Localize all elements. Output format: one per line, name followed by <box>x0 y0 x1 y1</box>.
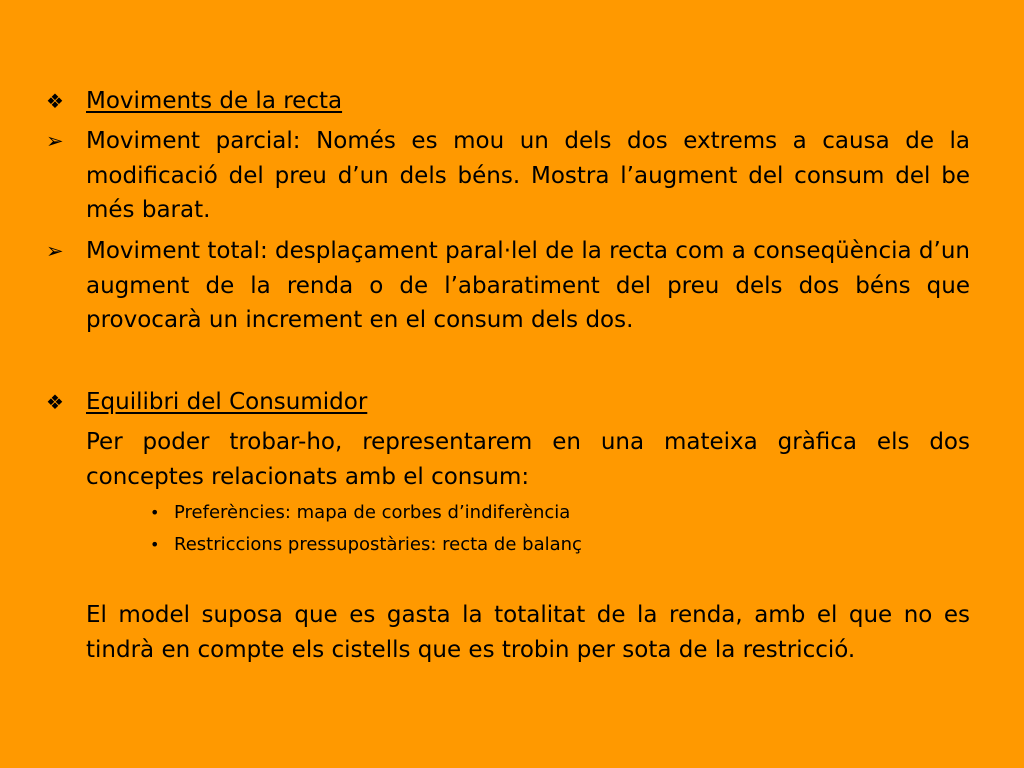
subitem-preferences: Preferències: mapa de corbes d’indiferència <box>174 502 571 523</box>
dot-bullet-icon: • <box>150 535 160 554</box>
bullet-partial-movement <box>46 124 970 228</box>
list-item <box>150 497 571 528</box>
section2-block <box>46 385 970 420</box>
dot-bullet-icon: • <box>150 503 160 522</box>
list-item <box>150 529 582 560</box>
diamond-bullet-icon: ❖ <box>46 390 64 414</box>
section1-heading: Moviments de la recta <box>86 88 343 114</box>
closing-text: El model suposa que es gasta la totalitat de la renda, amb el que no es tindrà en compte els cistells que es trobin per sota de la restricció. <box>86 602 970 663</box>
section1-block <box>46 84 970 119</box>
subitem-budget-restrictions: Restriccions pressupostàries: recta de balanç <box>174 534 582 555</box>
diamond-bullet-icon: ❖ <box>46 89 64 113</box>
arrow-bullet-icon: ➢ <box>46 129 64 153</box>
intro-text: Per poder trobar-ho, representarem en una mateixa gràfica els dos conceptes relacionats amb el consum: <box>86 429 970 490</box>
arrow-bullet-icon: ➢ <box>46 239 64 263</box>
bullet2-text: Moviment total: desplaçament paral·lel de la recta com a conseqüència d’un augment de la renda o de l’abaratiment del preu dels dos béns que provocarà un increment en el consum dels dos. <box>86 238 970 333</box>
section2-intro <box>86 425 970 494</box>
closing-paragraph <box>86 598 970 667</box>
bullet1-text: Moviment parcial: Només es mou un dels dos extrems a causa de la modificació del preu d’un dels béns. Mostra l’augment del consum del be més barat. <box>86 128 970 223</box>
bullet-total-movement <box>46 234 970 338</box>
section2-heading: Equilibri del Consumidor <box>86 389 368 415</box>
